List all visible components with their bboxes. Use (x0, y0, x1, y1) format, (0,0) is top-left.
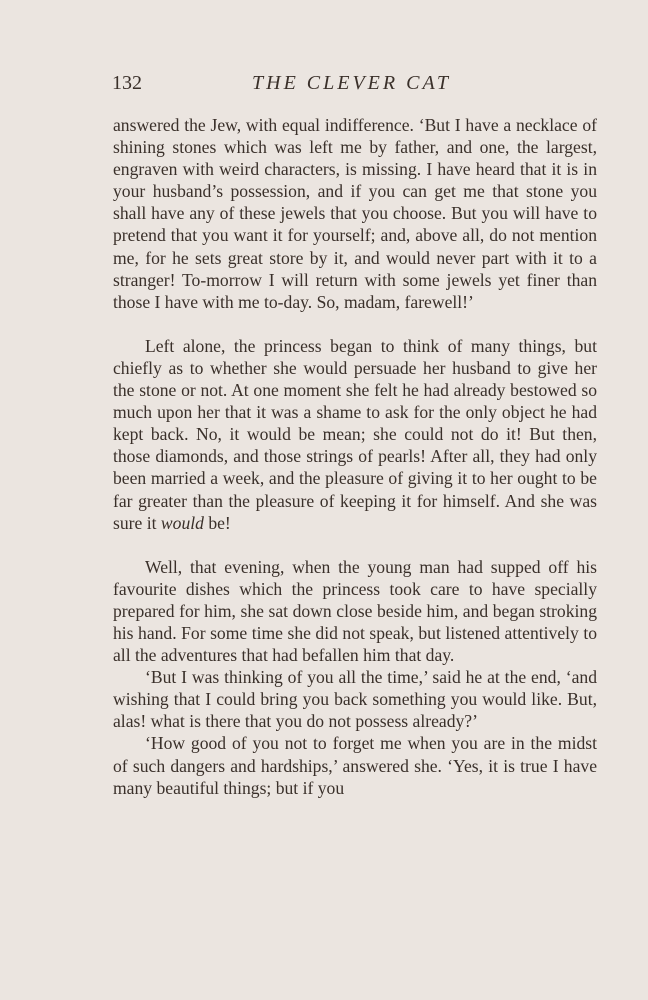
paragraph-3: Well, that evening, when the young man had supped off his favourite dishes which the princess took care to have specially prepared for him, she sat down close beside him, and began stroking his hand. For some time she did not speak, but listened attentively to all the adventures that had befallen him that day. (113, 556, 597, 666)
paragraph-4: ‘But I was thinking of you all the time,’ said he at the end, ‘and wishing that I could bring you back something you would like. But, alas! what is there that you do not possess already?’ (113, 667, 597, 732)
paragraph-5: ‘How good of you not to forget me when you are in the midst of such dangers and hardships,’ answered she. ‘Yes, it is true I have many beautiful things; but if you (113, 733, 597, 798)
page-header (112, 72, 598, 102)
page-number: 132 (112, 72, 142, 94)
body-text (113, 114, 597, 799)
paragraph-2 (113, 335, 597, 534)
emphasis-would: would (160, 512, 204, 533)
paragraph-2-tail: be! (203, 512, 231, 533)
paragraph-2-text: Left alone, the princess began to think of many things, but chiefly as to whether she would persuade her husband to give her the stone or not. At one moment she felt he had already bestowed so much upon her that it was a shame to ask for the only object he had kept back. No, it would be mean; she could not do it! But then, those diamonds, and those strings of pearls! After all, they had only been married a week, and the pleasure of giving it to her ought to be far greater than the pleasure of keeping it for himself. And she was sure it (113, 335, 597, 533)
running-title: THE CLEVER CAT (252, 72, 452, 94)
paragraph-1: answered the Jew, with equal indifference. ‘But I have a necklace of shining stones which was left me by father, and one, the largest, engraven with weird characters, is missing. I have heard that it is in your husband’s possession, and if you can get me that stone you shall have any of these jewels that you choose. But you will have to pretend that you want it for yourself; and, above all, do not mention me, for he sets great store by it, and would never part with it to a stranger! To-morrow I will return with some jewels yet finer than those I have with me to-day. So, madam, farewell!’ (113, 115, 597, 312)
